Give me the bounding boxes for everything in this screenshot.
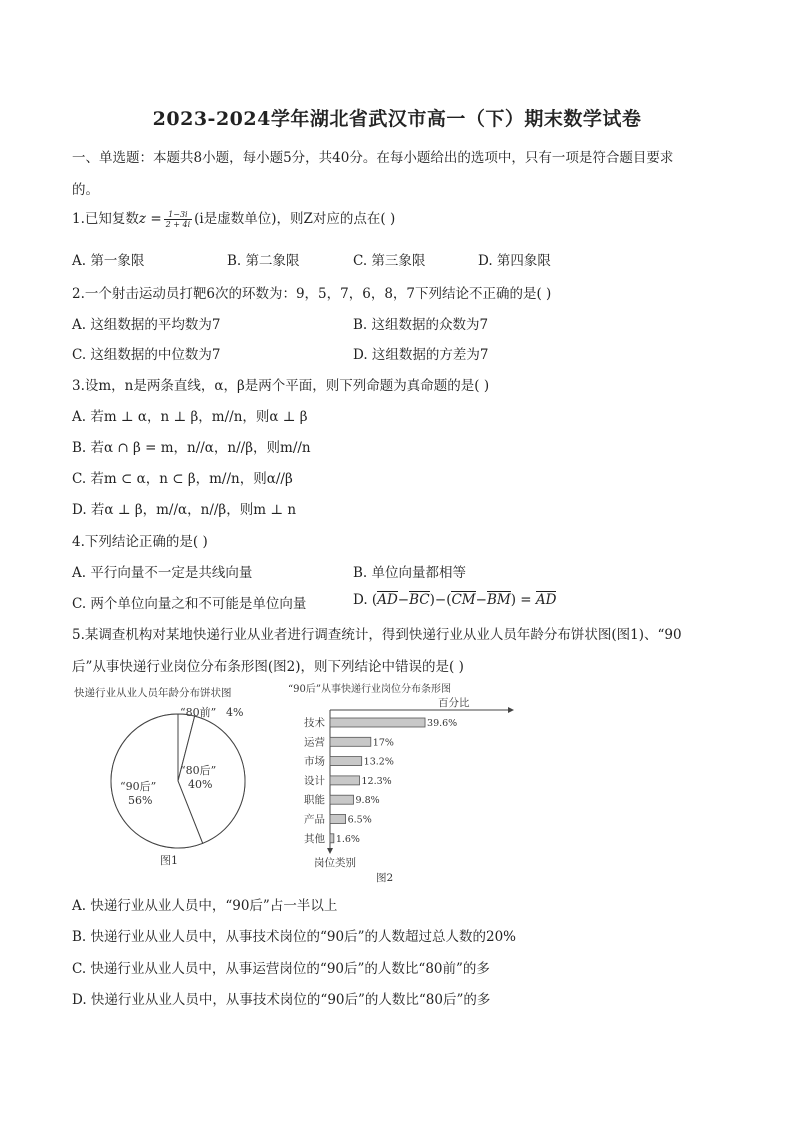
- q1-suffix: (i是虚数单位)，则Z对应的点在( ): [194, 211, 396, 227]
- q4-option-b: B. 单位向量都相等: [353, 565, 467, 581]
- pie-value-80after: 40%: [188, 778, 213, 791]
- q1-fraction: [164, 210, 193, 229]
- bar-value-label: 1.6%: [335, 833, 360, 845]
- question-4-stem: 4.下列结论正确的是( ): [72, 534, 208, 550]
- q4d-vector-ad-result: AD: [535, 592, 557, 608]
- page-title: 2023-2024学年湖北省武汉市高一（下）期末数学试卷: [152, 108, 642, 130]
- q4d-mid: )−(: [429, 592, 452, 608]
- q2-option-a: A. 这组数据的平均数为7: [72, 317, 221, 333]
- bar-category-label: 产品: [304, 813, 325, 826]
- q4d-minus-1: −: [397, 592, 410, 608]
- q4d-minus-2: −: [475, 592, 487, 608]
- q5-option-b: B. 快递行业从业人员中，从事技术岗位的“90后”的人数超过总人数的20%: [72, 929, 516, 945]
- q4d-vector-ad: AD: [377, 592, 398, 608]
- question-3-stem: 3.设m，n是两条直线，α，β是两个平面，则下列命题为真命题的是( ): [72, 378, 490, 394]
- q5-option-a: A. 快递行业从业人员中，“90后”占一半以上: [72, 898, 338, 914]
- pie-label-80before: “80前”: [180, 706, 217, 719]
- bar-x-axis-arrow: [508, 707, 514, 713]
- question-5-stem-line1: 5.某调查机构对某地快递行业从业者进行调查统计，得到快递行业从业人员年龄分布饼状图(图1)、“90: [72, 627, 682, 643]
- bar-value-label: 6.5%: [347, 814, 372, 826]
- q4-option-d: [353, 592, 556, 608]
- bar-mark: [330, 718, 425, 727]
- q1-option-b: B. 第二象限: [227, 253, 300, 269]
- q3-option-c: C. 若m ⊂ α，n ⊂ β，m//n，则α//β: [72, 471, 293, 487]
- bar-mark: [330, 776, 360, 785]
- q5-option-c: C. 快递行业从业人员中，从事运营岗位的“90后”的人数比“80前”的多: [72, 961, 490, 977]
- bar-title: “90后”从事快递行业岗位分布条形图: [288, 684, 451, 695]
- q4-option-a: A. 平行向量不一定是共线向量: [72, 565, 253, 581]
- question-5-stem-line2: 后”从事快递行业岗位分布条形图(图2)，则下列结论中错误的是( ): [72, 659, 464, 675]
- bar-mark: [330, 795, 354, 804]
- bar-ylabel: 岗位类别: [314, 857, 356, 869]
- bar-value-label: 13.2%: [363, 756, 394, 768]
- q4-option-c: C. 两个单位向量之和不可能是单位向量: [72, 596, 307, 612]
- pie-label-80after: “80后”: [180, 764, 217, 777]
- question-2-stem: 2.一个射击运动员打靶6次的环数为：9，5，7，6，8，7下列结论不正确的是( ): [72, 286, 552, 302]
- bar-mark: [330, 815, 346, 824]
- bar-mark: [330, 834, 334, 843]
- pie-value-90after: 56%: [128, 794, 153, 807]
- section-heading-line1: 一、单选题：本题共8小题，每小题5分，共40分。在每小题给出的选项中，只有一项是符合题目要求: [72, 150, 674, 166]
- q2-option-d: D. 这组数据的方差为7: [353, 347, 489, 363]
- q4d-vector-cm: CM: [451, 592, 476, 608]
- pie-title: 快递行业从业人员年龄分布饼状图: [74, 687, 232, 699]
- bar-category-label: 设计: [304, 774, 325, 787]
- q3-option-b: B. 若α ∩ β = m，n//α，n//β，则m//n: [72, 440, 311, 456]
- q1-option-c: C. 第三象限: [353, 253, 426, 269]
- q3-option-a: A. 若m ⊥ α，n ⊥ β，m//n，则α ⊥ β: [72, 409, 308, 425]
- section-heading-line2: 的。: [72, 182, 99, 198]
- bar-value-label: 9.8%: [355, 795, 380, 807]
- q1-var: z: [138, 211, 147, 227]
- bar-chart-figure-2: [284, 678, 524, 888]
- q1-denominator: 2 + 4i: [165, 220, 191, 229]
- bar-category-label: 运营: [304, 736, 325, 749]
- q4d-end: ) =: [510, 592, 536, 608]
- q1-eq: =: [150, 211, 162, 227]
- q1-prefix: 1.已知复数: [72, 211, 139, 227]
- q4d-prefix: D. (: [353, 592, 378, 608]
- pie-chart-figure-1: [70, 680, 270, 870]
- q1-option-a: A. 第一象限: [72, 253, 145, 269]
- q1-numerator: 1−3i: [164, 210, 193, 220]
- bar-value-label: 17%: [372, 737, 394, 749]
- bar-value-label: 12.3%: [361, 775, 392, 787]
- q5-option-d: D. 快递行业从业人员中，从事技术岗位的“90后”的人数比“80后”的多: [72, 992, 491, 1008]
- pie-label-90after: “90后”: [120, 780, 157, 793]
- bar-mark: [330, 737, 371, 746]
- pie-value-80before: 4%: [226, 706, 244, 719]
- bar-caption: 图2: [376, 872, 394, 884]
- bar-value-label: 39.6%: [427, 718, 458, 729]
- q2-option-b: B. 这组数据的众数为7: [353, 317, 489, 333]
- bar-y-axis-arrow: [327, 848, 333, 854]
- bar-category-label: 技术: [304, 717, 325, 729]
- bar-category-label: 市场: [304, 755, 325, 768]
- q4d-vector-bc: BC: [409, 592, 430, 608]
- bar-xlabel: 百分比: [438, 697, 470, 709]
- bar-category-label: 其他: [304, 832, 325, 845]
- pie-caption: 图1: [160, 854, 178, 867]
- q4d-vector-bm: BM: [486, 592, 511, 608]
- question-1-stem: [72, 207, 395, 229]
- bar-category-label: 职能: [304, 794, 325, 807]
- q1-option-d: D. 第四象限: [478, 253, 551, 269]
- bar-mark: [330, 757, 362, 766]
- q2-option-c: C. 这组数据的中位数为7: [72, 347, 221, 363]
- q3-option-d: D. 若α ⊥ β，m//α，n//β，则m ⊥ n: [72, 502, 297, 518]
